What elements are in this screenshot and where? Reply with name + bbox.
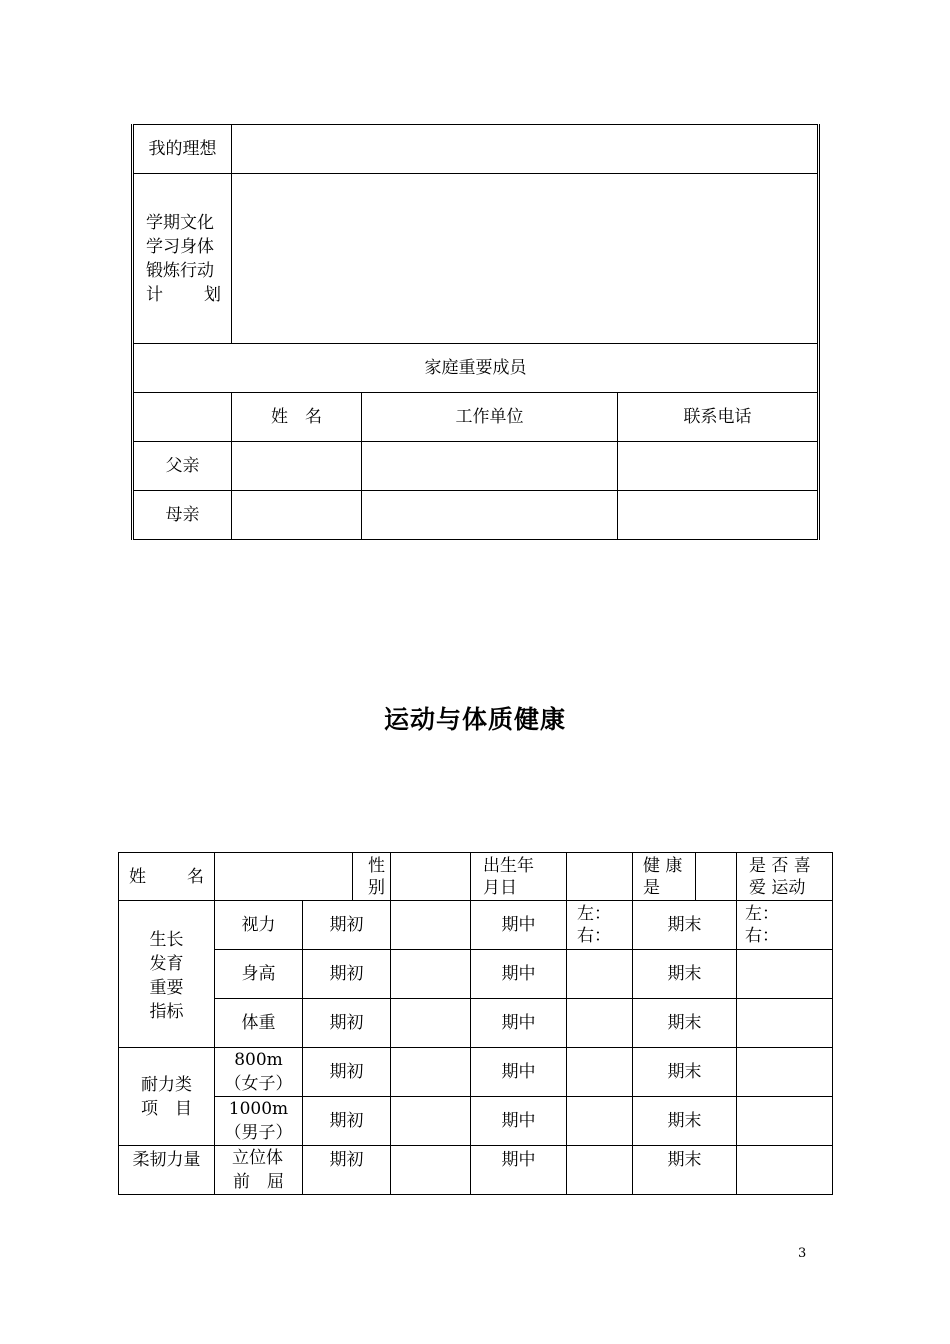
run-1000-end-label: 期末 [633,1097,737,1146]
run-800-mid-field[interactable] [567,1048,633,1097]
weight-mid-label: 期中 [471,999,567,1048]
name-field[interactable] [215,853,353,901]
run-1000-mid-field[interactable] [567,1097,633,1146]
height-start-label: 期初 [303,950,391,999]
weight-start-field[interactable] [391,999,471,1048]
col-name-header: 姓 名 [232,393,362,442]
family-corner-cell [133,393,232,442]
gender-label-line-2: 别 [368,877,385,898]
vision-mid-left: 左： [577,904,611,924]
growth-line-1: 生长 [149,930,184,950]
vision-start-field[interactable] [391,901,471,950]
height-mid-field[interactable] [567,950,633,999]
weight-end-field[interactable] [737,999,833,1048]
sit-reach-line-1: 立位体 [232,1148,283,1168]
plan-label [133,174,232,344]
mother-name-field[interactable] [232,491,362,540]
name-label [119,853,215,901]
flex-start-field[interactable] [391,1146,471,1195]
flexibility-label: 柔韧力量 [119,1146,215,1195]
col-work-header: 工作单位 [362,393,618,442]
run-800-start-label: 期初 [303,1048,391,1097]
mother-label: 母亲 [133,491,232,540]
plan-label-line-2: 学习身体 [146,236,214,257]
run-800-label [215,1048,303,1097]
growth-line-3: 重要 [149,978,184,998]
flex-end-field[interactable] [737,1146,833,1195]
sit-reach-line-2: 前 屈 [233,1172,284,1192]
height-end-field[interactable] [737,950,833,999]
vision-mid-field[interactable] [567,901,633,950]
birth-label-line-1: 出生年 [483,855,534,876]
health-table [118,852,833,1195]
weight-mid-field[interactable] [567,999,633,1048]
run-800-end-field[interactable] [737,1048,833,1097]
run-800-mid-label: 期中 [471,1048,567,1097]
name-label-ming: 名 [187,866,204,887]
like-sport-label [737,853,833,901]
ideal-field[interactable] [232,125,819,174]
plan-label-line-4 [146,283,221,307]
vision-end-label: 期末 [633,901,737,950]
like-sport-label-line-1: 是 否 喜 [749,855,811,876]
col-phone-header: 联系电话 [618,393,819,442]
growth-line-4: 指标 [149,1002,184,1022]
flex-end-label: 期末 [633,1146,737,1195]
health-label [633,853,696,901]
health-field[interactable] [696,853,737,901]
weight-start-label: 期初 [303,999,391,1048]
plan-label-line-3: 锻炼行动 [146,260,214,281]
plan-table [131,124,820,540]
vision-end-right: 右： [745,926,779,946]
growth-group-label [119,901,215,1048]
run-1000-start-field[interactable] [391,1097,471,1146]
run-1000-end-field[interactable] [737,1097,833,1146]
run-1000-start-label: 期初 [303,1097,391,1146]
weight-end-label: 期末 [633,999,737,1048]
vision-label: 视力 [215,901,303,950]
endurance-line-1: 耐力类 [141,1074,192,1095]
run-800-line-1: 800m [234,1050,283,1070]
like-sport-label-line-2: 爱 运动 [749,877,806,898]
birth-field[interactable] [567,853,633,901]
height-label: 身高 [215,950,303,999]
mother-work-field[interactable] [362,491,618,540]
run-1000-mid-label: 期中 [471,1097,567,1146]
endurance-group-label [119,1048,215,1146]
endurance-line-2: 项 目 [141,1098,192,1119]
section-title: 运动与体质健康 [383,705,566,734]
height-end-label: 期末 [633,950,737,999]
health-label-line-2: 是 [643,877,660,898]
run-800-end-label: 期末 [633,1048,737,1097]
vision-end-field[interactable] [737,901,833,950]
flex-mid-label: 期中 [471,1146,567,1195]
run-1000-line-1: 1000m [228,1099,289,1119]
height-mid-label: 期中 [471,950,567,999]
father-label: 父亲 [133,442,232,491]
birth-label [471,853,567,901]
plan-label-hua: 划 [204,284,221,305]
vision-start-label: 期初 [303,901,391,950]
gender-field[interactable] [391,853,471,901]
run-800-start-field[interactable] [391,1048,471,1097]
name-label-xing: 姓 [129,866,146,887]
health-label-line-1: 健 康 [643,855,683,876]
height-start-field[interactable] [391,950,471,999]
run-800-line-2: （女子） [224,1074,293,1094]
father-name-field[interactable] [232,442,362,491]
vision-mid-label: 期中 [471,901,567,950]
plan-label-ji: 计 [146,284,163,305]
flex-mid-field[interactable] [567,1146,633,1195]
weight-label: 体重 [215,999,303,1048]
vision-end-left: 左： [745,904,779,924]
father-work-field[interactable] [362,442,618,491]
vision-mid-right: 右： [577,926,611,946]
mother-phone-field[interactable] [618,491,819,540]
plan-label-line-1: 学期文化 [146,212,214,233]
family-heading: 家庭重要成员 [133,344,819,393]
ideal-label: 我的理想 [133,125,232,174]
page-number: 3 [798,1246,807,1261]
run-1000-line-2: （男子） [224,1123,293,1143]
father-phone-field[interactable] [618,442,819,491]
sit-reach-label [215,1146,303,1195]
plan-field[interactable] [232,174,819,344]
flex-start-label: 期初 [303,1146,391,1195]
birth-label-line-2: 月日 [483,877,517,898]
gender-label-line-1: 性 [368,855,385,876]
run-1000-label [215,1097,303,1146]
growth-line-2: 发育 [149,954,184,974]
gender-label [353,853,391,901]
